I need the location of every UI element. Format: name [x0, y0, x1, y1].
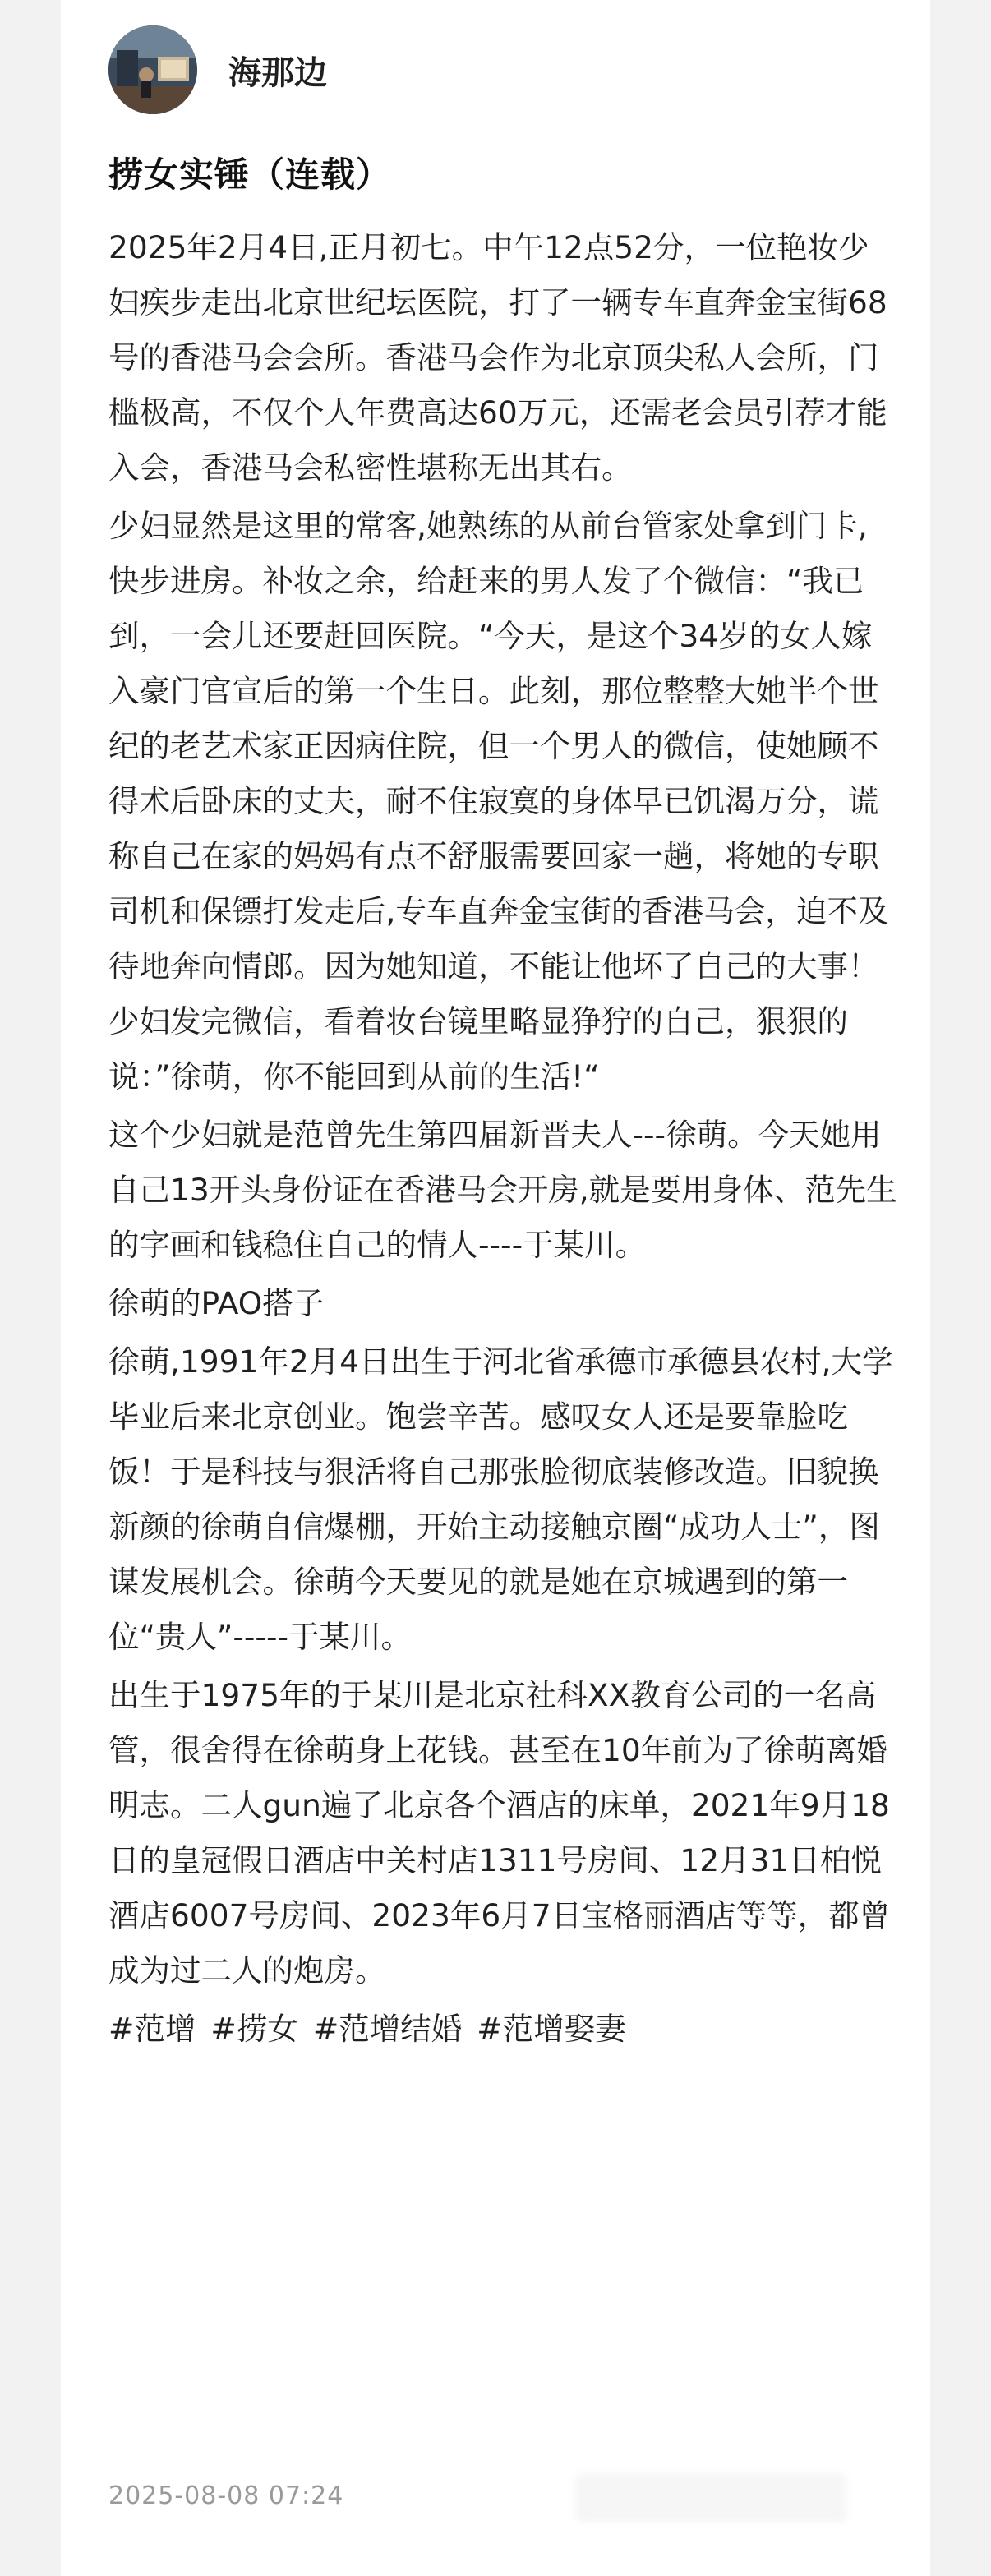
post-body	[108, 220, 897, 2057]
post-paragraph-5: 出生于1975年的于某川是北京社科XX教育公司的一名高管，很舍得在徐萌身上花钱。甚至在10年前为了徐萌离婚明志。二人gun遍了北京各个酒店的床单，2021年9月18日的皇冠假日酒店中关村店1311号房间、12月31日柏悦酒店6007号房间、2023年6月7日宝格丽酒店等等，都曾成为过二人的炮房。	[108, 1677, 891, 1988]
avatar[interactable]	[108, 25, 197, 114]
post-timestamp: 2025-08-08 07:24	[108, 2482, 344, 2510]
post-title: 捞女实锤（连载）	[108, 154, 392, 195]
hashtag-list	[108, 2002, 897, 2057]
post-subheading: 徐萌的PAO搭子	[108, 1285, 325, 1321]
blurred-watermark	[575, 2473, 846, 2523]
author-name[interactable]: 海那边	[228, 53, 327, 92]
post-paragraph-3: 这个少妇就是范曾先生第四届新晋夫人---徐萌。今天她用自己13开头身份证在香港马会开房,就是要用身体、范先生的字画和钱稳住自己的情人----于某川。	[108, 1117, 897, 1263]
post-paragraph-2: 少妇显然是这里的常客,她熟练的从前台管家处拿到门卡,快步进房。补妆之余，给赶来的男人发了个微信：“我已到，一会儿还要赶回医院。“今天，是这个34岁的女人嫁入豪门官宣后的第一个生日。此刻，那位整整大她半个世纪的老艺术家正因病住院，但一个男人的微信，使她顾不得术后卧床的丈夫，耐不住寂寞的身体早已饥渴万分，谎称自己在家的妈妈有点不舒服需要回家一趟，将她的专职司机和保镖打发走后,专车直奔金宝街的香港马会，迫不及待地奔向情郎。因为她知道，不能让他坏了自己的大事！少妇发完微信，看着妆台镜里略显狰狞的自己，狠狠的说：”徐萌，你不能回到从前的生活!“	[108, 508, 889, 1094]
avatar-icon	[108, 25, 197, 114]
post-paragraph-4: 徐萌,1991年2月4日出生于河北省承德市承德县农村,大学毕业后来北京创业。饱尝辛苦。感叹女人还是要靠脸吃饭！于是科技与狠活将自己那张脸彻底装修改造。旧貌换新颜的徐萌自信爆棚，开始主动接触京圈“成功人士”，图谋发展机会。徐萌今天要见的就是她在京城遇到的第一位“贵人”-----于某川。	[108, 1343, 893, 1655]
hashtag-link[interactable]: #范增娶妻	[477, 2011, 626, 2047]
hashtag-link[interactable]: #范增	[108, 2011, 196, 2047]
post-paragraph-1: 2025年2月4日,正月初七。中午12点52分，一位艳妆少妇疾步走出北京世纪坛医院，打了一辆专车直奔金宝街68号的香港马会会所。香港马会作为北京顶尖私人会所，门槛极高，不仅个人年费高达60万元，还需老会员引荐才能入会，香港马会私密性堪称无出其右。	[108, 229, 887, 486]
post-header	[108, 25, 327, 115]
hashtag-link[interactable]: #范增结婚	[312, 2011, 463, 2047]
hashtag-link[interactable]: #捞女	[210, 2011, 298, 2047]
